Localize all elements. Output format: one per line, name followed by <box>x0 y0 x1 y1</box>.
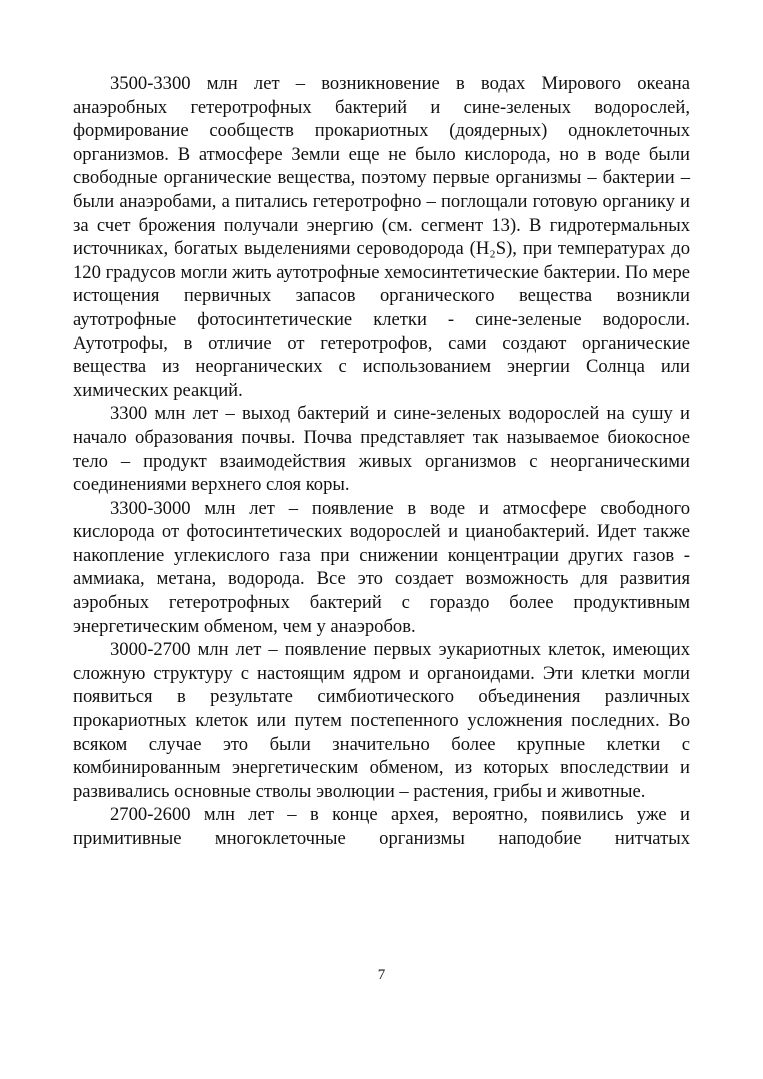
page-number: 7 <box>377 967 386 983</box>
paragraph-3300: 3300 млн лет – выход бактерий и сине-зеленых водорослей на сушу и начало образования почвы. Почва представляет так называемое биокосное тело – продукт взаимодействия живых организмов с неорганическими соединениями верхнего слоя коры. <box>73 403 690 496</box>
paragraph-3300-3000: 3300-3000 млн лет – появление в воде и атмосфере свободного кислорода от фотосинтетических водорослей и цианобактерий. Идет также накопление углекислого газа при снижении концентрации других газов - аммиака, метана, водорода. Все это создает возможность для развития аэробных гетеротрофных бактерий с гораздо более продуктивным энергетическим обменом, чем у анаэробов. <box>73 497 690 637</box>
paragraph-3000-2700: 3000-2700 млн лет – появление первых эукариотных клеток, имеющих сложную структуру с настоящим ядром и органоидами. Эти клетки могли появиться в результате симбиотического объединения различных прокариотных клеток или путем постепенного усложнения последних. Во всяком случае это были значительно более крупные клетки с комбинированным энергетическим обменом, из которых впоследствии и развивались основные стволы эволюции – растения, грибы и животные. <box>73 639 690 802</box>
paragraph-3500-3300: 3500-3300 млн лет – возникновение в водах Мирового океана анаэробных гетеротрофных бактерий и сине-зеленых водорослей, формирование сообществ прокариотных (доядерных) одноклеточных организмов. В атмосфере Земли еще не было кислорода, но в воде были свободные органические вещества, поэтому первые организмы – бактерии – были анаэробами, а питались гетеротрофно – поглощали готовую органику и за счет брожения получали энергию (см. сегмент 13). В гидротермальных источниках, богатых выделениями сероводорода (H₂S), при температурах до 120 градусов могли жить аутотрофные хемосинтетические бактерии. По мере истощения первичных запасов органического вещества возникли аутотрофные фотосинтетические клетки - сине-зеленые водоросли. Аутотрофы, в отличие от гетеротрофов, сами создают органические вещества из неорганических с использованием энергии Солнца или химических реакций. <box>73 73 690 401</box>
body-text <box>73 72 690 851</box>
paragraph-2700-2600: 2700-2600 млн лет – в конце архея, вероятно, появились уже и примитивные многоклеточные организмы наподобие нитчатых <box>73 804 690 849</box>
